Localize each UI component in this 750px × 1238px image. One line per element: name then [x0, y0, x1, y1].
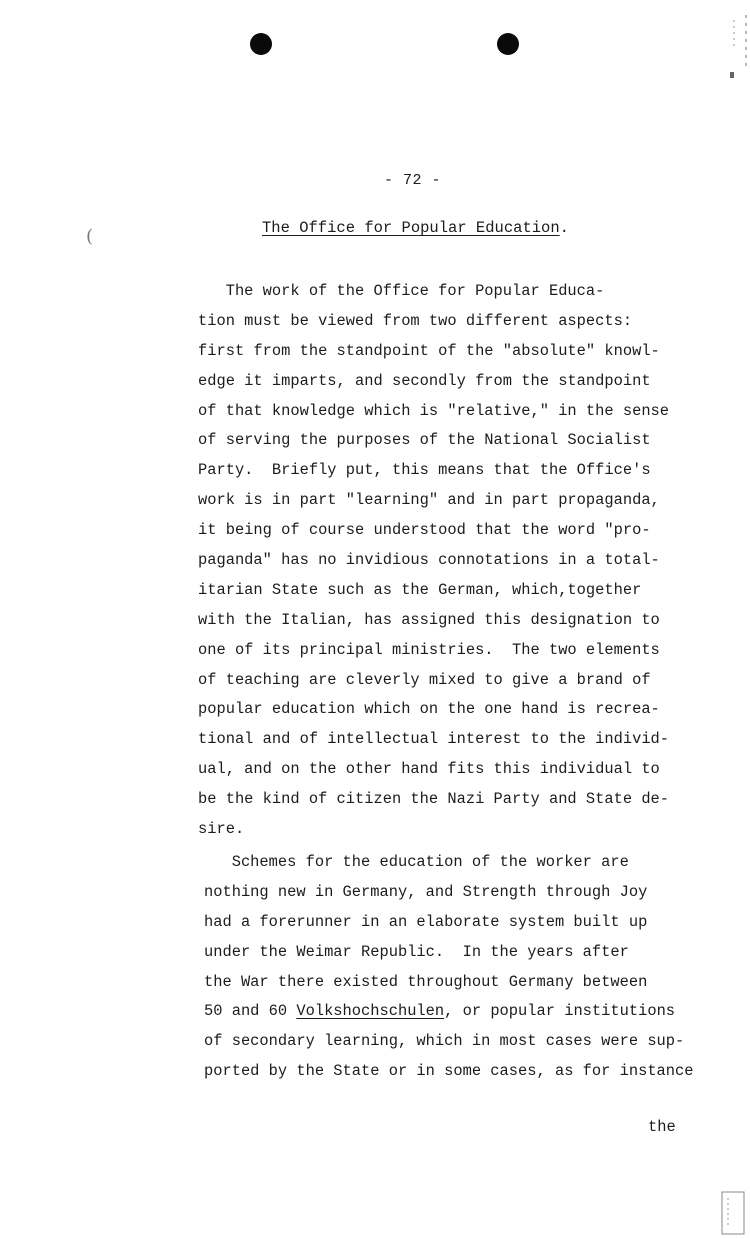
text-fragment: , or popular institutions: [444, 1002, 676, 1021]
text-line: of secondary learning, which in most cases were sup-: [204, 1032, 685, 1051]
text-line: popular education which on the one hand is recrea-: [198, 700, 660, 719]
text-line: paganda" has no invidious connotations in a total-: [198, 551, 660, 570]
text-line: the War there existed throughout Germany between: [204, 972, 648, 991]
text-line: [204, 997, 694, 1027]
scan-edge-marks-bottom: [718, 1188, 750, 1238]
text-line: tional and of intellectual interest to the individ-: [198, 730, 670, 749]
text-line: it being of course understood that the word "pro-: [198, 521, 651, 540]
catchword: the: [648, 1118, 676, 1136]
paragraph-2: [204, 848, 694, 1087]
text-line: Schemes for the education of the worker are: [204, 853, 629, 871]
scan-edge-marks-top: [714, 10, 750, 90]
text-line: edge it imparts, and secondly from the standpoint: [198, 371, 651, 390]
text-line: ual, and on the other hand fits this individual to: [198, 760, 660, 779]
text-line: Party. Briefly put, this means that the Office's: [198, 461, 651, 480]
punch-hole-left: [250, 33, 272, 55]
text-line: work is in part "learning" and in part propaganda,: [198, 491, 660, 510]
margin-pencil-mark: (: [86, 226, 94, 247]
text-line: be the kind of citizen the Nazi Party and State de-: [198, 790, 670, 809]
section-title: [262, 219, 569, 237]
text-line: of that knowledge which is "relative," in the sense: [198, 401, 670, 420]
text-line: itarian State such as the German, which,together: [198, 580, 642, 599]
text-line: with the Italian, has assigned this designation to: [198, 610, 660, 629]
text-line: under the Weimar Republic. In the years after: [204, 942, 629, 961]
section-title-text: The Office for Popular Education: [262, 219, 560, 237]
text-line: one of its principal ministries. The two elements: [198, 640, 660, 659]
paragraph-1: [198, 277, 669, 845]
text-line: The work of the Office for Popular Educa-: [198, 282, 605, 300]
text-line: had a forerunner in an elaborate system built up: [204, 912, 648, 931]
punch-hole-right: [497, 33, 519, 55]
underlined-term: Volkshochschulen: [296, 1002, 445, 1021]
text-line: first from the standpoint of the "absolute" knowl-: [198, 341, 660, 360]
page-number: - 72 -: [384, 172, 442, 189]
section-title-period: .: [559, 219, 569, 237]
text-line: of teaching are cleverly mixed to give a brand of: [198, 670, 651, 689]
text-fragment: 50 and 60: [204, 1002, 297, 1021]
text-line: nothing new in Germany, and Strength through Joy: [204, 882, 648, 901]
text-line: ported by the State or in some cases, as for instance: [204, 1062, 694, 1081]
text-line: tion must be viewed from two different aspects:: [198, 311, 633, 330]
text-line: of serving the purposes of the National Socialist: [198, 431, 651, 450]
text-line: sire.: [198, 820, 245, 839]
